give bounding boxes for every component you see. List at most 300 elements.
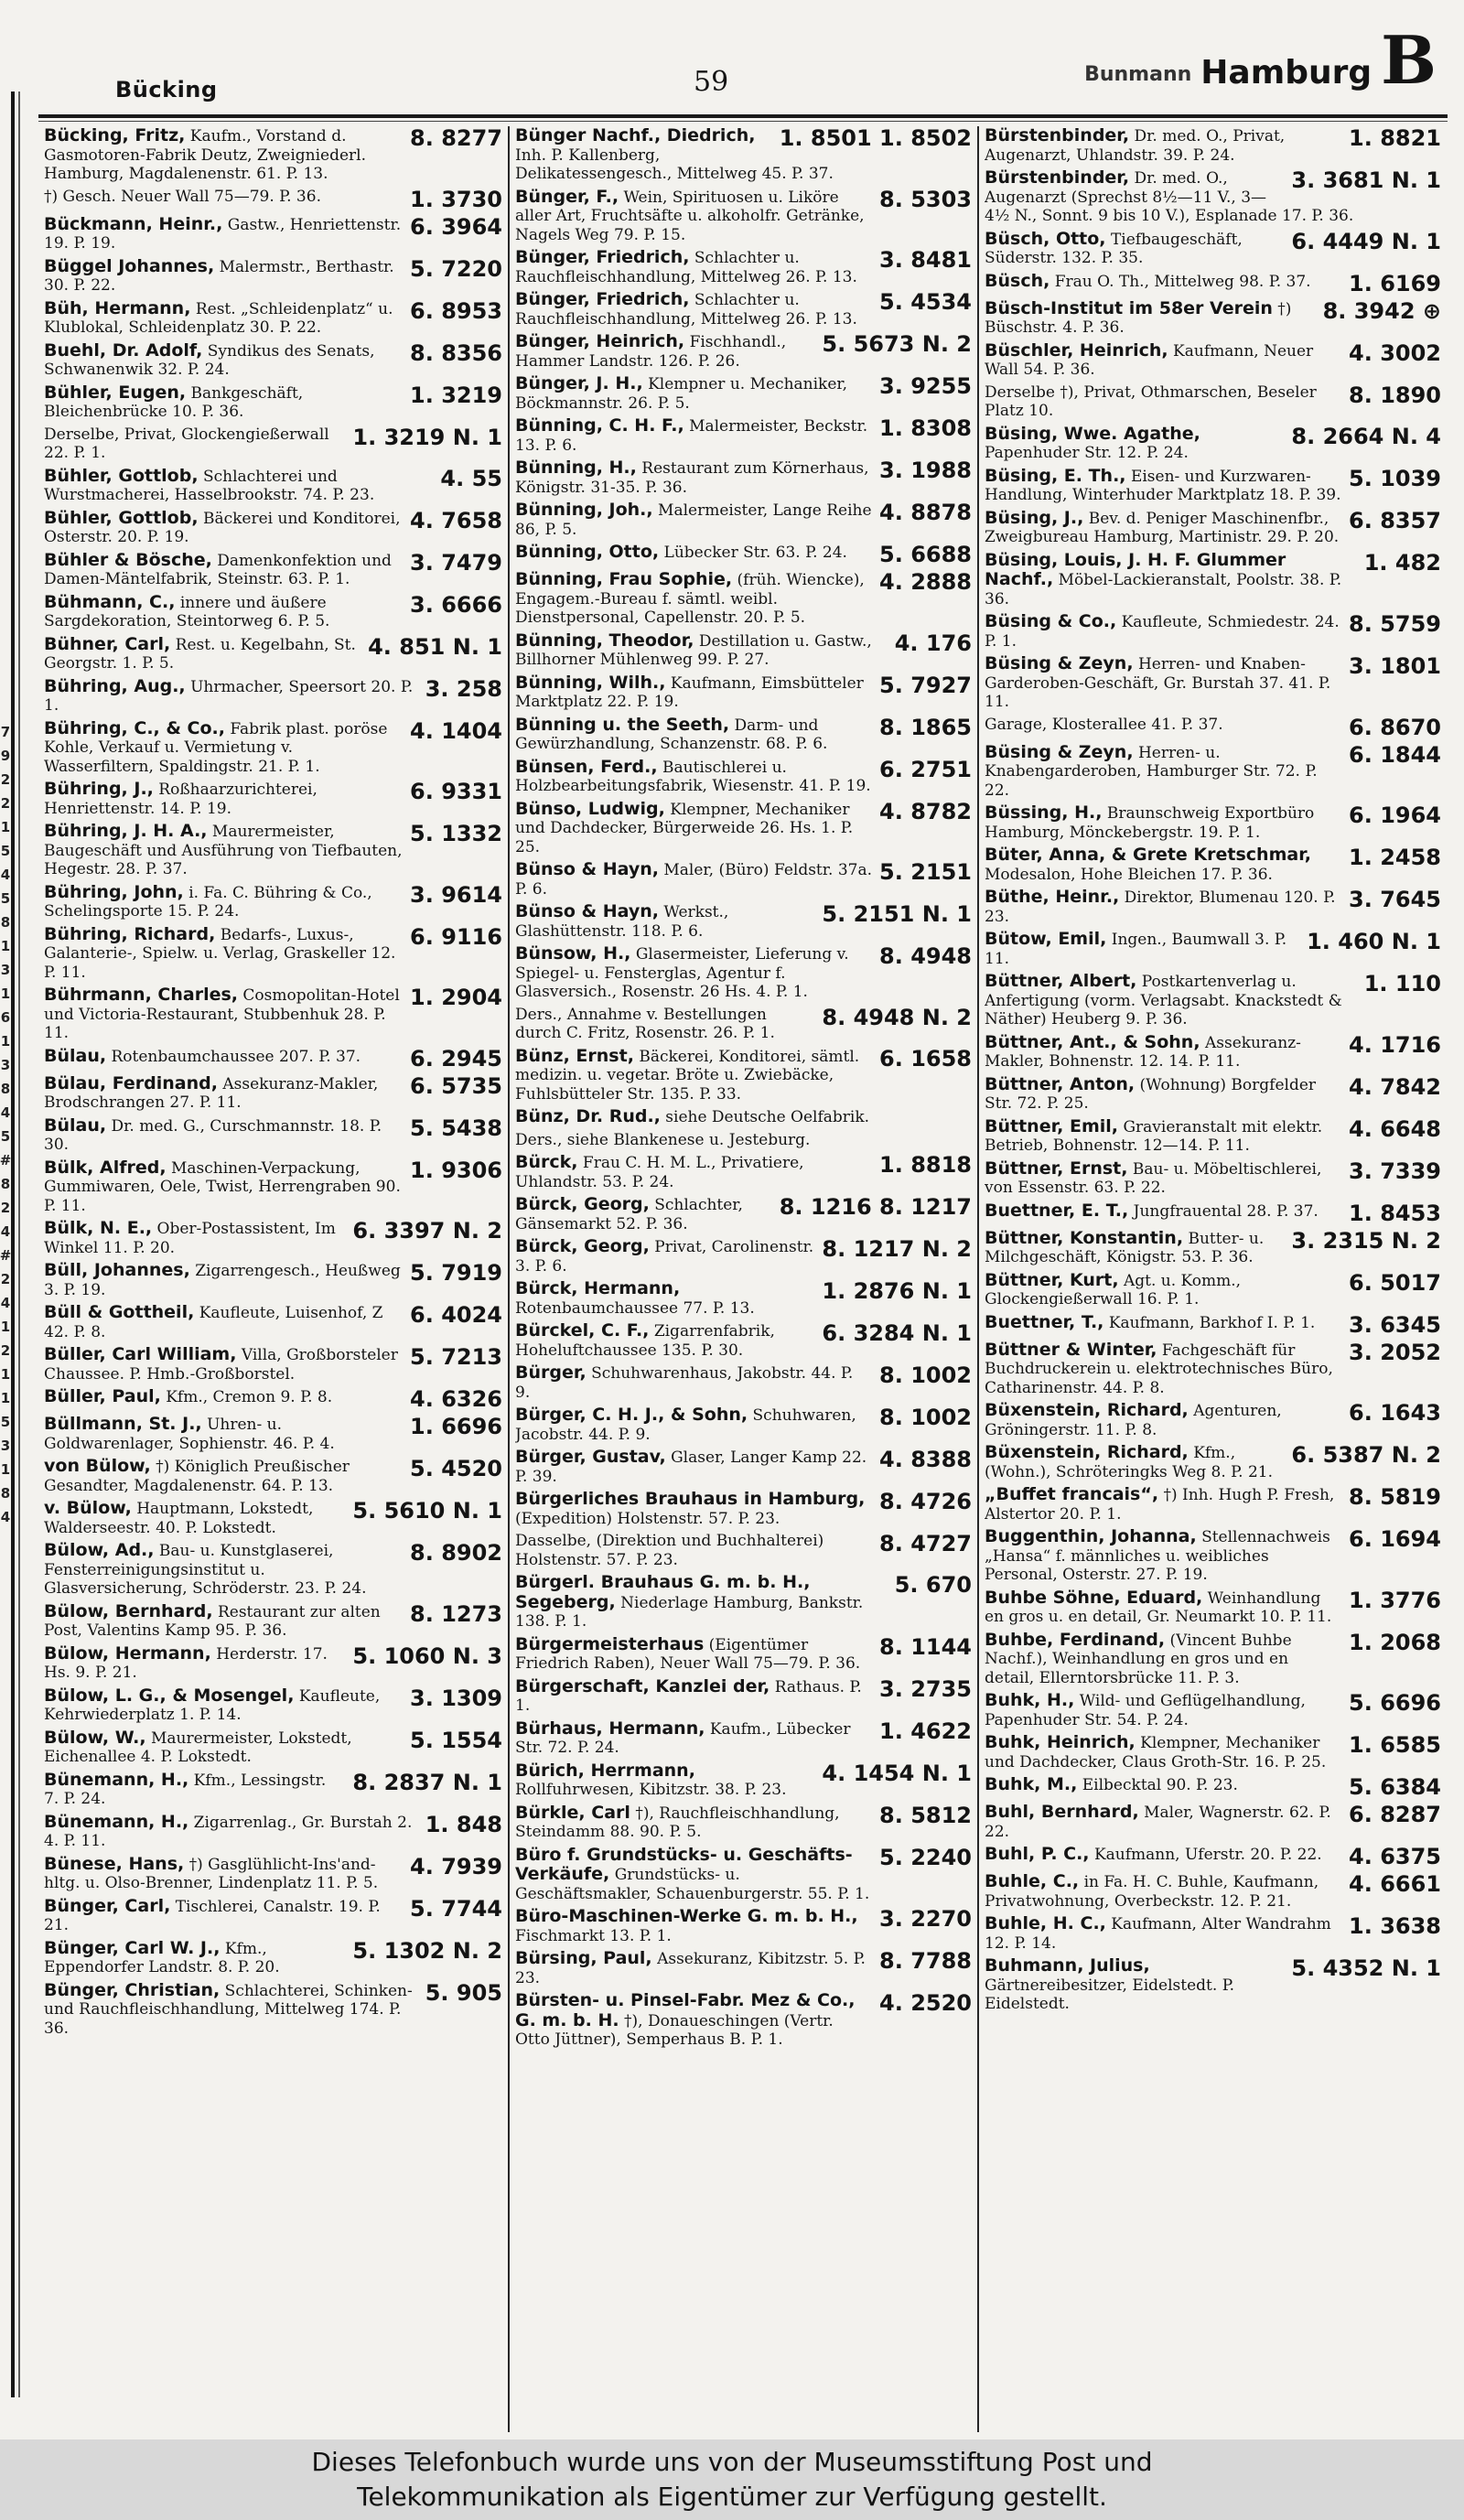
entry-name: Buhk, H.,	[985, 1691, 1075, 1710]
directory-entry	[44, 1499, 502, 1537]
directory-entry	[44, 883, 502, 921]
margin-glyph: 2	[0, 1342, 11, 1359]
phone-number: 1. 8501 1. 8502	[779, 126, 972, 151]
phone-number: 1. 8308	[879, 416, 972, 441]
directory-entry	[44, 467, 502, 505]
entry-name: Bürck, Georg,	[515, 1195, 650, 1214]
directory-entry	[515, 458, 972, 497]
entry-details: Jungfrauental 28. P. 37.	[1133, 1201, 1319, 1221]
entry-details: Herren- und Knaben-Garderoben-Geschäft, Gr. Burstah 37. 41. P. 11.	[985, 655, 1331, 711]
directory-entry	[44, 780, 502, 818]
directory-entry	[515, 902, 972, 941]
directory-entry	[44, 509, 502, 547]
directory-entry	[44, 341, 502, 380]
entry-name: Bülau,	[44, 1046, 107, 1066]
entry-details: Assekuranz-Makler, Bohnenstr. 12. 14. P. 11.	[985, 1033, 1301, 1071]
entry-name: Buhbe Söhne, Eduard,	[985, 1588, 1203, 1608]
phone-number: 8. 1144	[879, 1634, 972, 1660]
margin-glyph: 8	[0, 1176, 11, 1192]
entry-name: Büxenstein, Richard,	[985, 1401, 1189, 1420]
phone-number: 8. 1002	[879, 1363, 972, 1388]
entry-name: Bürck, Hermann,	[515, 1279, 681, 1298]
entry-details: Bankgeschäft, Bleichenbrücke 10. P. 36.	[44, 383, 304, 421]
phone-number: 8. 1865	[879, 715, 972, 740]
entry-details: Lübecker Str. 63. P. 24.	[663, 544, 847, 562]
directory-entry	[44, 1855, 502, 1893]
footer-line-2: Telekommunikation als Eigentümer zur Verfügung gestellt.	[357, 2482, 1107, 2512]
directory-entry	[44, 1644, 502, 1683]
directory-entry	[985, 1803, 1441, 1841]
entry-name: Büttner, Ant., & Sohn,	[985, 1032, 1200, 1052]
entry-name: Buggenthin, Johanna,	[985, 1527, 1197, 1546]
column-3	[977, 126, 1447, 2432]
entry-details: Fischhandl., Hammer Landstr. 126. P. 26.	[515, 333, 787, 371]
directory-entry	[985, 509, 1441, 547]
directory-entry	[985, 1075, 1441, 1114]
directory-entry	[515, 1321, 972, 1360]
entry-name: Büh, Hermann,	[44, 298, 191, 318]
entry-details: siehe Deutsche Oelfabrik.	[665, 1108, 870, 1126]
entry-name: Büsing & Co.,	[985, 612, 1117, 631]
entry-name: Büthe, Heinr.,	[985, 888, 1120, 907]
directory-entry	[985, 1691, 1441, 1729]
entry-name: Bühner, Carl,	[44, 634, 171, 654]
entry-details: Rotenbaumchaussee 207. P. 37.	[111, 1047, 361, 1066]
phone-number: 5. 4352 N. 1	[1291, 1956, 1441, 1981]
phone-number: 5. 4534	[879, 290, 972, 315]
directory-entry	[515, 1573, 972, 1632]
margin-glyph: 4	[0, 1509, 11, 1525]
entry-name: Büggel Johannes,	[44, 256, 215, 276]
directory-entry	[44, 1686, 502, 1725]
column-2	[508, 126, 977, 2432]
phone-number: 4. 7842	[1349, 1074, 1441, 1100]
entry-details: i. Fa. C. Bühring & Co., Schelingsporte 15. P. 24.	[44, 883, 372, 921]
entry-name: Buhmann, Julius,	[985, 1956, 1150, 1976]
entry-name: Bünsen, Ferd.,	[515, 757, 658, 777]
directory-entry	[515, 1949, 972, 1987]
entry-name: Bürstenbinder,	[985, 126, 1130, 145]
entry-name: Bühler, Gottlob,	[44, 508, 199, 528]
directory-entry	[985, 341, 1441, 380]
entry-details: Syndikus des Senats, Schwanenwik 32. P. 24.	[44, 341, 375, 379]
entry-name: Buehl, Dr. Adolf,	[44, 340, 203, 361]
entry-name: Buhbe, Ferdinand,	[985, 1630, 1166, 1650]
directory-entry	[985, 803, 1441, 842]
directory-entry	[515, 1006, 972, 1043]
phone-number: 5. 7927	[879, 673, 972, 698]
phone-number: 4. 2888	[879, 570, 972, 595]
phone-number: 5. 2240	[879, 1845, 972, 1870]
directory-entry	[515, 1677, 972, 1716]
entry-details: (Wohnung) Borgfelder Str. 72. P. 25.	[985, 1075, 1317, 1113]
entry-name: Bünese, Hans,	[44, 1854, 185, 1874]
entry-details: Schuhwaren, Jacobstr. 44. P. 9.	[515, 1406, 856, 1444]
entry-name: Bürck,	[515, 1153, 578, 1172]
entry-name: Bühler, Eugen,	[44, 382, 187, 403]
directory-entry	[985, 551, 1441, 609]
phone-number: 6. 2945	[410, 1046, 502, 1071]
phone-number: 8. 4727	[879, 1532, 972, 1556]
entry-name: Büttner, Anton,	[985, 1074, 1136, 1094]
entry-details: Kaufleute, Kehrwiederplatz 1. P. 14.	[44, 1686, 381, 1724]
entry-details: Kaufleute, Luisenhof, Z 42. P. 8.	[44, 1304, 383, 1341]
entry-details: Postkartenverlag u. Anfertigung (vorm. Verlagsabt. Knackstedt & Näther) Heuberg 9. P. 36.	[985, 973, 1342, 1028]
margin-glyph: 2	[0, 1200, 11, 1216]
directory-entry	[985, 972, 1441, 1029]
entry-details: Rest. u. Kegelbahn, St. Georgstr. 1. P. 5.	[44, 635, 356, 673]
entry-name: Buhle, C.,	[985, 1872, 1080, 1891]
entry-details: Rathaus. P. 1.	[515, 1677, 862, 1715]
entry-name: Bühring, C., & Co.,	[44, 718, 225, 738]
entry-details: Roßhaarzurichterei, Henriettenstr. 14. P. 19.	[44, 781, 318, 818]
margin-glyph: 8	[0, 914, 11, 931]
entry-details: Maler, Wagnerstr. 62. P. 22.	[985, 1804, 1331, 1841]
directory-entry	[515, 1719, 972, 1758]
margin-glyph: 4	[0, 1223, 11, 1240]
directory-entry	[44, 1771, 502, 1809]
entry-name: Bülow, L. G., & Mosengel,	[44, 1685, 295, 1706]
entry-name: Bühring, J.,	[44, 780, 154, 799]
directory-entry	[44, 1261, 502, 1299]
entry-details: Rest. „Schleidenplatz“ u. Klublokal, Schleidenplatz 30. P. 22.	[44, 299, 393, 337]
phone-number: 8. 1217 N. 2	[822, 1237, 972, 1262]
entry-details: Cosmopolitan-Hotel und Victoria-Restaurant, Stubbenhuk 28. P. 11.	[44, 986, 400, 1042]
entry-details: Kaufm., Lübecker Str. 72. P. 24.	[515, 1719, 851, 1757]
entry-name: Buhle, H. C.,	[985, 1914, 1106, 1933]
entry-details: Butter- u. Milchgeschäft, Königstr. 53. P. 36.	[985, 1229, 1265, 1266]
directory-entry	[44, 257, 502, 296]
directory-entry	[985, 743, 1441, 801]
entry-name: Bülow, Hermann,	[44, 1643, 211, 1664]
entry-details: Ders., siehe Blankenese u. Jesteburg.	[515, 1130, 811, 1149]
entry-details: Gärtnereibesitzer, Eidelstedt. P. Eidelstedt.	[985, 1976, 1235, 2013]
entry-name: Buhl, P. C.,	[985, 1845, 1090, 1864]
phone-number: 1. 6169	[1349, 271, 1441, 296]
entry-name: Bünger, Heinrich,	[515, 332, 685, 351]
adjacent-page-margin	[0, 723, 11, 2425]
entry-details: Uhren- u. Goldwarenlager, Sophienstr. 46. P. 4.	[44, 1416, 335, 1453]
directory-entry	[44, 1116, 502, 1155]
directory-entry	[985, 1201, 1441, 1225]
directory-entry	[985, 467, 1441, 505]
entry-name: Bücking, Fritz,	[44, 126, 186, 145]
directory-entry	[515, 716, 972, 754]
phone-number: 6. 4024	[410, 1303, 502, 1328]
entry-name: Buhk, Heinrich,	[985, 1733, 1136, 1752]
entry-name: Bünning, Otto,	[515, 543, 660, 562]
entry-details: Schlachter u. Rauchfleischhandlung, Mittelweg 26. P. 13.	[515, 291, 857, 328]
phone-number: 3. 9614	[410, 882, 502, 908]
entry-details: Werkst., Glashüttenstr. 118. P. 6.	[515, 903, 729, 941]
phone-number: 8. 7788	[879, 1949, 972, 1974]
directory-entry	[515, 543, 972, 566]
directory-entry	[985, 1733, 1441, 1772]
phone-number: 6. 5017	[1349, 1270, 1441, 1296]
phone-number: 8. 2664 N. 4	[1291, 424, 1441, 449]
phone-number: 6. 3397 N. 2	[352, 1219, 502, 1244]
directory-entry	[515, 673, 972, 712]
entry-details: Malermeister, Lange Reihe 86, P. 5.	[515, 501, 872, 539]
entry-name: Bülk, Alfred,	[44, 1158, 167, 1178]
entry-details: Kaufmann, Barkhof I. P. 1.	[1108, 1313, 1316, 1332]
entry-details: Kaufm., Vorstand d. Gasmotoren-Fabrik Deutz, Zweigniederl. Hamburg, Magdalenenstr. 61. P. 13.	[44, 127, 367, 183]
phone-number: 3. 2052	[1349, 1340, 1441, 1365]
entry-details: Kfm., Lessingstr. 7. P. 24.	[44, 1771, 327, 1808]
entry-details: Assekuranz-Makler, Brodschrangen 27. P. 11.	[44, 1074, 379, 1112]
entry-details: Fachgeschäft für Buchdruckerein u. elektrotechnisches Büro, Catharinenstr. 44. P. 8.	[985, 1341, 1333, 1397]
entry-details: Destillation u. Gastw., Billhorner Mühlenweg 99. P. 27.	[515, 631, 872, 669]
entry-details: Kaufmann, Neuer Wall 54. P. 36.	[985, 341, 1314, 379]
entry-details: Bautischlerei u. Holzbearbeitungsfabrik, Wiesenstr. 41. P. 19.	[515, 758, 871, 795]
entry-name: Büller, Carl William,	[44, 1345, 237, 1364]
entry-details: Kaufmann, Eimsbütteler Marktplatz 22. P. 19.	[515, 673, 864, 711]
entry-name: von Bülow,	[44, 1457, 151, 1476]
entry-name: Bünger, Christian,	[44, 1980, 221, 2000]
entry-name: Büsch, Otto,	[985, 229, 1106, 249]
entry-details: Assekuranz, Kibitzstr. 5. P. 23.	[515, 1950, 866, 1987]
entry-details: Zigarrenfabrik, Hoheluftchaussee 135. P. 30.	[515, 1322, 775, 1360]
directory-entry	[985, 1775, 1441, 1799]
margin-glyph: 1	[0, 985, 11, 1002]
margin-glyph: 9	[0, 748, 11, 764]
entry-name: Büttner & Winter,	[985, 1340, 1157, 1360]
entry-name: Büll, Johannes,	[44, 1261, 190, 1280]
phone-number: 4. 6661	[1349, 1872, 1441, 1897]
entry-name: Bürger,	[515, 1363, 587, 1383]
margin-glyph: 1	[0, 938, 11, 954]
phone-number: 5. 7213	[410, 1345, 502, 1370]
entry-details: Direktor, Blumenau 120. P. 23.	[985, 888, 1336, 926]
directory-entry	[44, 985, 502, 1043]
entry-details: Wild- und Geflügelhandlung, Papenhuder Str. 54. P. 24.	[985, 1692, 1306, 1729]
directory-entry	[985, 1914, 1441, 1953]
margin-glyph: 8	[0, 1081, 11, 1097]
phone-number: 8. 8277	[410, 126, 502, 151]
entry-name: Büsing & Zeyn,	[985, 654, 1134, 673]
entry-details: Zigarrenlag., Gr. Burstah 2. 4. P. 11.	[44, 1813, 413, 1850]
margin-glyph: 1	[0, 1390, 11, 1406]
entry-details: Kfm., Eppendorfer Landstr. 8. P. 20.	[44, 1939, 280, 1976]
margin-glyph: 4	[0, 1104, 11, 1121]
phone-number: 3. 8481	[879, 248, 972, 273]
margin-glyph: 8	[0, 1485, 11, 1502]
entry-details: Niederlage Hamburg, Bankstr. 138. P. 1.	[515, 1593, 864, 1631]
entry-details: Agenturen, Gröningerstr. 11. P. 8.	[985, 1402, 1282, 1439]
header-letter: B	[1381, 21, 1437, 99]
entry-details: †) Gesch. Neuer Wall 75—79. P. 36.	[44, 187, 321, 206]
directory-entry	[985, 930, 1441, 968]
entry-name: Bürsing, Paul,	[515, 1949, 652, 1968]
directory-entry	[985, 272, 1441, 296]
directory-entry	[515, 1804, 972, 1842]
phone-number: 5. 2151 N. 1	[822, 902, 972, 927]
directory-entry	[44, 188, 502, 211]
directory-entry	[985, 1033, 1441, 1072]
phone-number: 3. 2315 N. 2	[1291, 1228, 1441, 1254]
entry-details: Bäckerei, Konditorei, sämtl. medizin. u. vegetar. Bröte u. Zwiebäcke, Fuhlsbütteler Str. 135. P. 33.	[515, 1047, 860, 1104]
entry-name: Büssing, H.,	[985, 803, 1103, 823]
entry-details: Ders., Annahme v. Bestellungen durch C. Fritz, Rosenstr. 26. P. 1.	[515, 1005, 775, 1042]
phone-number: 4. 6375	[1349, 1845, 1441, 1868]
entry-name: Buettner, T.,	[985, 1312, 1104, 1332]
phone-number: 3. 1801	[1349, 654, 1441, 679]
directory-entry	[985, 126, 1441, 165]
entry-name: Bünger Nachf., Diedrich,	[515, 126, 756, 145]
phone-number: 5. 2151	[879, 860, 972, 885]
entry-details: in Fa. H. C. Buhle, Kaufmann, Privatwohnung, Overbeckstr. 12. P. 21.	[985, 1873, 1319, 1911]
entry-details: Schlachterei, Schinken- und Rauchfleischhandlung, Mittelweg 174. P. 36.	[44, 1981, 413, 2038]
entry-details: Maler, (Büro) Feldstr. 37a. P. 6.	[515, 861, 872, 899]
directory-entry	[44, 1219, 502, 1257]
entry-details: Glasermeister, Lieferung v. Spiegel- u. Fensterglas, Agentur f. Glasversich., Rosenstr. 26 Hs. 4. P. 1.	[515, 945, 849, 1001]
entry-name: Büttner, Ernst,	[985, 1158, 1128, 1179]
phone-number: 8. 1002	[879, 1405, 972, 1430]
entry-details: Bau- u. Möbeltischlerei, von Essenstr. 63. P. 22.	[985, 1159, 1322, 1197]
entry-details: Papenhuder Str. 12. P. 24.	[985, 444, 1189, 462]
entry-details: Kfm., Cremon 9. P. 8.	[166, 1388, 333, 1406]
entry-name: v. Bülow,	[44, 1499, 132, 1518]
entry-details: Kaufmann, Alter Wandrahm 12. P. 14.	[985, 1915, 1331, 1953]
phone-number: 6. 8357	[1349, 508, 1441, 533]
phone-number: 1. 3730	[410, 187, 502, 211]
margin-glyph: 2	[0, 771, 11, 788]
directory-entry	[985, 716, 1441, 739]
directory-entry	[44, 215, 502, 253]
entry-details: Restaurant zur alten Post, Valentins Kamp 95. P. 36.	[44, 1602, 381, 1640]
entry-details: Frau O. Th., Mittelweg 98. P. 37.	[1054, 272, 1311, 291]
phone-number: 8. 8356	[410, 340, 502, 366]
entry-name: Büllmann, St. J.,	[44, 1415, 202, 1434]
entry-name: Bürhaus, Hermann,	[515, 1718, 705, 1739]
directory-entry	[515, 290, 972, 328]
entry-name: Bünemann, H.,	[44, 1812, 189, 1832]
directory-entry	[44, 299, 502, 338]
entry-name: Bühring, Richard,	[44, 924, 216, 944]
entry-name: Büsing, Louis, J. H. F. Glummer Nachf.,	[985, 550, 1286, 589]
directory-entry	[515, 248, 972, 286]
phone-number: 4. 1716	[1349, 1032, 1441, 1058]
directory-entry	[985, 1313, 1441, 1337]
directory-entry	[44, 1387, 502, 1411]
entry-name: Büro-Maschinen-Werke G. m. b. H.,	[515, 1907, 858, 1926]
phone-number: 4. 176	[894, 630, 972, 656]
directory-entry	[985, 845, 1441, 884]
entry-details: Möbel-Lackieranstalt, Poolstr. 38. P. 36.	[985, 571, 1342, 608]
directory-entry	[515, 188, 972, 245]
entry-details: Derselbe, Privat, Glockengießerwall 22. P. 1.	[44, 425, 329, 462]
entry-details: Bedarfs-, Luxus-, Galanterie-, Spielw. u. Verlag, Graskeller 12. P. 11.	[44, 925, 396, 982]
directory-entry	[985, 1341, 1441, 1398]
phone-number: 5. 670	[894, 1573, 972, 1598]
margin-glyph: 3	[0, 1438, 11, 1454]
entry-name: Büsing & Zeyn,	[985, 742, 1134, 762]
header-city: Hamburg	[1200, 54, 1372, 92]
entry-name: Bünger, J. H.,	[515, 374, 643, 393]
directory-entry	[44, 719, 502, 777]
entry-name: Büschler, Heinrich,	[985, 340, 1168, 361]
phone-number: 4. 7658	[410, 508, 502, 533]
entry-details: Braunschweig Exportbüro Hamburg, Mönckebergstr. 19. P. 1.	[985, 804, 1315, 842]
directory-entry	[515, 1195, 972, 1233]
header-right	[1084, 21, 1437, 99]
entry-details: Schuhwarenhaus, Jakobstr. 44. P. 9.	[515, 1364, 854, 1402]
entry-name: Büttner, Konstantin,	[985, 1228, 1184, 1248]
directory-entry	[44, 1047, 502, 1071]
entry-details: Privat, Carolinenstr. 3. P. 6.	[515, 1238, 814, 1276]
directory-entry	[985, 168, 1441, 226]
phone-number: 6. 4449 N. 1	[1291, 229, 1441, 254]
directory-entry	[44, 822, 502, 879]
phone-number: 5. 5438	[410, 1115, 502, 1141]
column-1	[38, 126, 508, 2432]
entry-details: Garage, Klosterallee 41. P. 37.	[985, 715, 1223, 734]
entry-details: †), Donaueschingen (Vertr. Otto Jüttner), Semperhaus B. P. 1.	[515, 2011, 834, 2049]
directory-entry	[985, 1443, 1441, 1481]
entry-details: Malermstr., Berthastr. 30. P. 22.	[44, 257, 394, 295]
directory-entry	[985, 612, 1441, 651]
directory-entry	[44, 1457, 502, 1495]
entry-name: Bühler & Bösche,	[44, 550, 212, 570]
phone-number: 5. 6696	[1349, 1691, 1441, 1716]
entry-name: Bürck, Georg,	[515, 1237, 650, 1256]
directory-entry	[515, 1991, 972, 2050]
directory-entry	[515, 126, 972, 184]
phone-number: 5. 7919	[410, 1261, 502, 1286]
phone-number: 8. 8902	[410, 1541, 502, 1566]
phone-number: 6. 8953	[410, 298, 502, 324]
phone-number: 4. 1404	[410, 718, 502, 744]
phone-number: 3. 7479	[410, 550, 502, 576]
binding-edge-line	[18, 92, 20, 2397]
margin-glyph: 5	[0, 1128, 11, 1145]
entry-details: Klempner, Mechaniker und Dachdecker, Bürgerweide 26. Hs. 1. P. 25.	[515, 800, 854, 856]
directory-entry	[515, 1635, 972, 1674]
directory-entry	[985, 299, 1441, 338]
entry-name: Bürgermeisterhaus	[515, 1634, 705, 1654]
directory-entry	[515, 1363, 972, 1402]
phone-number: 5. 5673 N. 2	[822, 332, 972, 357]
margin-glyph: #	[0, 1152, 12, 1168]
phone-number: 6. 8670	[1349, 715, 1441, 739]
entry-name: Bürger, C. H. J., & Sohn,	[515, 1405, 748, 1425]
directory-entry	[44, 1602, 502, 1641]
entry-name: Bühring, John,	[44, 882, 184, 902]
phone-number: 1. 2904	[410, 985, 502, 1010]
phone-number: 1. 2068	[1349, 1630, 1441, 1655]
entry-details: Gastw., Henriettenstr. 19. P. 19.	[44, 215, 402, 253]
entry-name: Bühring, Aug.,	[44, 676, 186, 696]
entry-name: Bürich, Herrmann,	[515, 1761, 695, 1781]
entry-name: Büller, Paul,	[44, 1387, 161, 1406]
entry-details: †) Büschstr. 4. P. 36.	[985, 299, 1292, 337]
margin-glyph: 1	[0, 1319, 11, 1335]
phone-number: 6. 5387 N. 2	[1291, 1443, 1441, 1468]
entry-name: Bülk, N. E.,	[44, 1219, 153, 1238]
directory-entry	[985, 1229, 1441, 1267]
margin-glyph: 3	[0, 1057, 11, 1073]
phone-number: 5. 1060 N. 3	[352, 1643, 502, 1669]
entry-details: Tiefbaugeschäft, Süderstr. 132. P. 35.	[985, 230, 1243, 267]
entry-details: †) Inh. Hugh P. Fresh, Alstertor 20. P. 1.	[985, 1486, 1335, 1524]
phone-number: 4. 3002	[1349, 340, 1441, 366]
directory-entry	[985, 1117, 1441, 1156]
directory-entry	[515, 416, 972, 455]
entry-details: Herren- u. Knabengarderoben, Hamburger Str. 72. P. 22.	[985, 743, 1318, 800]
phone-number: 1. 9306	[410, 1158, 502, 1183]
entry-name: Büro f. Grundstücks- u. Geschäfts-Verkäufe,	[515, 1845, 853, 1884]
margin-glyph: 2	[0, 1271, 11, 1287]
